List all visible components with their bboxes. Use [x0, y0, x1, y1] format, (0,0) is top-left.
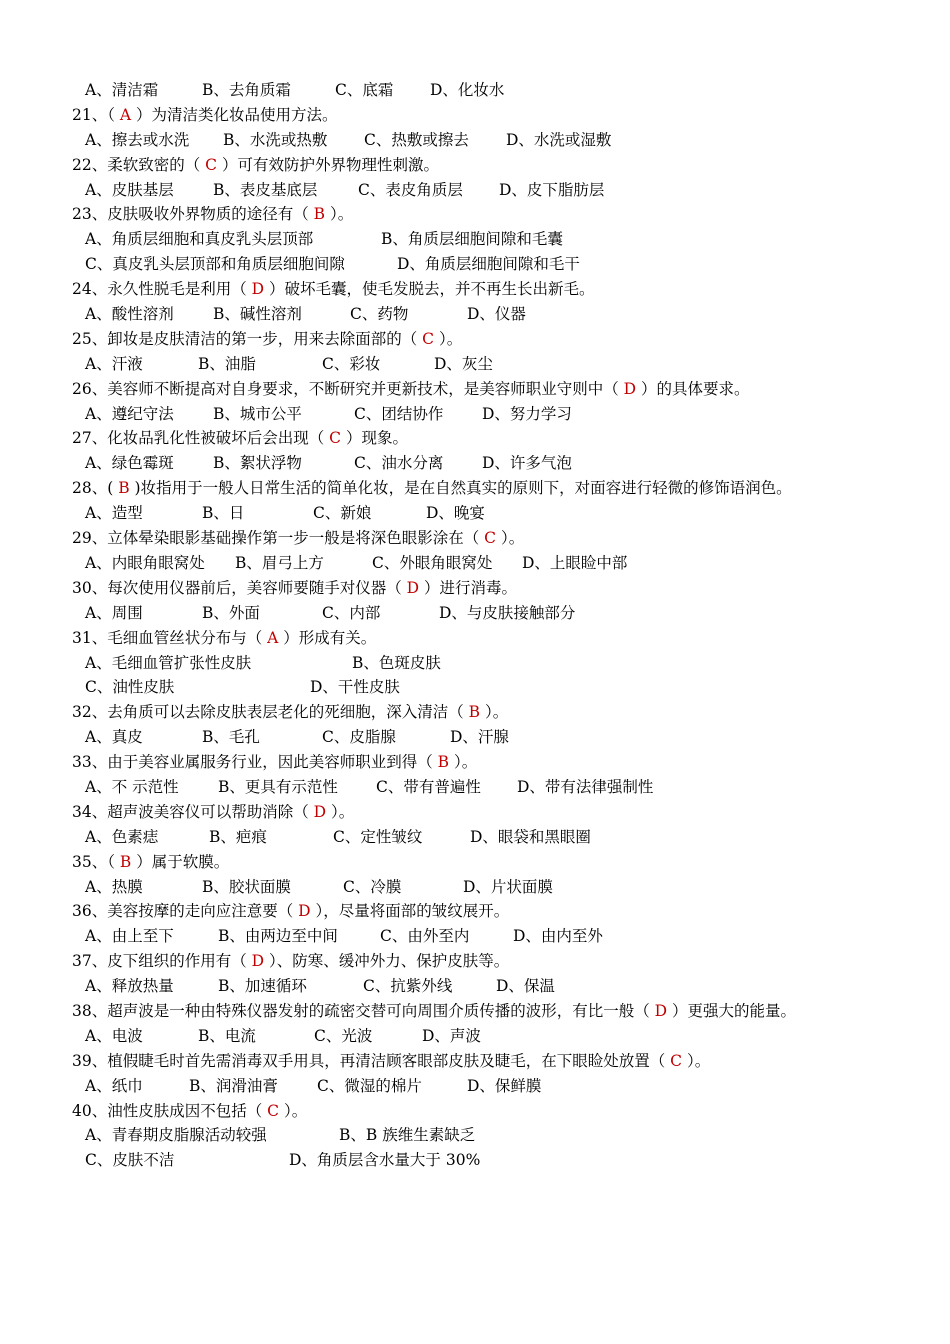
options-line: [0, 227, 950, 252]
option-d-text: D、努力学习: [482, 404, 572, 423]
answer-letter: C: [670, 1051, 683, 1070]
option-d-text: D、晚宴: [426, 504, 485, 523]
option-b-text: B、更具有示范性: [218, 777, 338, 796]
options-line: [0, 352, 950, 377]
option-c-text: C、热敷或擦去: [364, 130, 469, 149]
option-d-text: D、带有法律强制性: [517, 777, 654, 796]
options-line: [0, 1148, 950, 1173]
question-text-start: 35、（: [72, 852, 120, 871]
options-line: [0, 402, 950, 427]
question-text-start: 34、超声波美容仪可以帮助消除（: [72, 802, 314, 821]
option-a-text: C、油性皮肤: [85, 678, 175, 697]
question-line: [0, 103, 950, 128]
question-text-end: ）。: [325, 205, 354, 224]
option-d-text: D、灰尘: [434, 354, 493, 373]
option-d-text: D、水洗或湿敷: [506, 130, 612, 149]
option-c-text: C、油水分离: [354, 454, 444, 473]
option-c-text: C、带有普遍性: [376, 777, 481, 796]
quiz-page: [0, 78, 950, 1173]
question-text-start: 23、皮肤吸收外界物质的途径有（: [72, 205, 314, 224]
question-text-end: ）。: [279, 1101, 308, 1120]
option-c-text: C、由外至内: [380, 927, 470, 946]
question-text-end: ）破坏毛囊，使毛发脱去，并不再生长出新毛。: [264, 280, 595, 299]
option-c-text: C、内部: [322, 603, 381, 622]
question-text-start: 22、柔软致密的（: [72, 155, 206, 174]
options-line: [0, 601, 950, 626]
option-d-text: D、上眼睑中部: [522, 553, 628, 572]
option-a-text: A、绿色霉斑: [85, 454, 174, 473]
option-d-text: D、许多气泡: [482, 454, 572, 473]
question-text-end: ），尽量将面部的皱纹展开。: [310, 902, 510, 921]
option-b-text: D、角质层细胞间隙和毛干: [397, 255, 580, 274]
option-a-text: A、周围: [85, 603, 143, 622]
question-line: [0, 626, 950, 651]
question-line: [0, 899, 950, 924]
option-a-text: A、色素痣: [85, 827, 159, 846]
options-line: [0, 1123, 950, 1148]
option-a-text: A、毛细血管扩张性皮肤: [85, 653, 252, 672]
question-line: [0, 999, 812, 1024]
option-c-text: C、彩妆: [322, 354, 381, 373]
question-text-start: 31、毛细血管丝状分布与（: [72, 628, 268, 647]
answer-letter: B: [313, 205, 326, 224]
question-text-start: 32、去角质可以去除皮肤表层老化的死细胞，深入清洁（: [72, 703, 469, 722]
answer-letter: C: [205, 155, 218, 174]
options-line: [0, 825, 950, 850]
question-line: [0, 327, 950, 352]
options-line: [0, 875, 950, 900]
options-line: [0, 501, 950, 526]
options-line: [0, 451, 950, 476]
option-c-text: C、团结协作: [354, 404, 444, 423]
options-line: [0, 675, 950, 700]
question-text-end: ）。: [326, 802, 355, 821]
option-d-text: D、仪器: [467, 305, 526, 324]
option-a-text: A、清洁霜: [85, 81, 159, 99]
option-b-text: B、B 族维生素缺乏: [339, 1126, 476, 1145]
question-text-end: ）形成有关。: [278, 628, 377, 647]
option-c-text: C、药物: [350, 305, 409, 324]
options-line: [0, 1074, 950, 1099]
question-text-end: ）可有效防护外界物理性刺激。: [217, 155, 439, 174]
question-text-end: ）。: [496, 529, 525, 548]
question-text-start: 39、植假睫毛时首先需消毒双手用具，再清洁顾客眼部皮肤及睫毛，在下眼睑处放置（: [72, 1051, 671, 1070]
option-a-text: A、汗液: [85, 354, 143, 373]
option-a-text: A、由上至下: [85, 927, 174, 946]
option-c-text: C、定性皱纹: [333, 827, 423, 846]
question-text-start: 33、由于美容业属服务行业，因此美容师职业到得（: [72, 753, 438, 772]
question-text-end: ）进行消毒。: [419, 578, 518, 597]
option-b-text: B、碱性溶剂: [213, 305, 302, 324]
option-a-text: A、造型: [85, 504, 143, 523]
question-text-end: ）。: [449, 753, 478, 772]
option-b-text: B、角质层细胞间隙和毛囊: [381, 230, 563, 249]
option-b-text: B、日: [202, 504, 245, 523]
option-a-text: A、释放热量: [85, 977, 174, 996]
question-text-start: 21、（: [72, 105, 120, 124]
option-d-text: D、保温: [496, 977, 555, 996]
options-line: [0, 651, 950, 676]
answer-letter: B: [437, 753, 450, 772]
answer-letter: C: [329, 429, 342, 448]
option-a-text: A、热膜: [85, 877, 143, 896]
answer-letter: B: [118, 479, 130, 498]
answer-letter: D: [251, 280, 265, 299]
question-line: [0, 377, 950, 402]
options-line: [0, 128, 950, 153]
option-c-text: C、表皮角质层: [358, 180, 463, 199]
option-a-text: A、内眼角眼窝处: [85, 553, 205, 572]
option-b-text: B、润滑油膏: [189, 1076, 278, 1095]
question-text-start: 27、化妆品乳化性被破坏后会出现（: [72, 429, 330, 448]
option-d-text: D、眼袋和黑眼圈: [470, 827, 591, 846]
option-a-text: A、皮肤基层: [85, 180, 174, 199]
options-line: [0, 178, 950, 203]
option-d-text: D、声波: [422, 1026, 481, 1045]
answer-letter: D: [654, 1001, 668, 1020]
question-line: [0, 750, 950, 775]
option-c-text: C、新娘: [313, 504, 372, 523]
option-c-text: C、光波: [314, 1026, 373, 1045]
option-b-text: B、毛孔: [202, 728, 260, 747]
options-line: [0, 302, 950, 327]
question-line: [0, 202, 950, 227]
options-line: [0, 974, 950, 999]
option-d-text: D、与皮肤接触部分: [439, 603, 576, 622]
question-text-start: 40、油性皮肤成因不包括（: [72, 1101, 268, 1120]
option-b-text: B、由两边至中间: [218, 927, 338, 946]
answer-letter: D: [251, 952, 265, 971]
question-line: [0, 153, 950, 178]
question-text-end: ）现象。: [341, 429, 408, 448]
question-line: [0, 800, 950, 825]
question-line: [0, 277, 950, 302]
option-a-text: A、酸性溶剂: [85, 305, 174, 324]
option-a-text: A、纸巾: [85, 1076, 143, 1095]
option-d-text: D、皮下脂肪层: [499, 180, 605, 199]
option-b-text: B、絮状浮物: [213, 454, 302, 473]
option-d-text: D、保鲜膜: [467, 1076, 542, 1095]
options-line: [0, 78, 950, 103]
answer-letter: C: [422, 329, 435, 348]
option-c-text: C、冷膜: [343, 877, 402, 896]
option-c-text: C、外眼角眼窝处: [372, 553, 493, 572]
answer-letter: D: [623, 379, 637, 398]
question-line: [0, 576, 950, 601]
option-d-text: D、片状面膜: [463, 877, 553, 896]
options-line: [0, 775, 950, 800]
option-c-text: C、微湿的棉片: [317, 1076, 422, 1095]
option-b-text: B、外面: [202, 603, 260, 622]
option-a-text: A、真皮: [85, 728, 143, 747]
question-text-end: )妆指用于一般人日常生活的简单化妆，是在自然真实的原则下，对面容进行轻微的修饰语润色。: [129, 479, 792, 498]
option-a-text: C、皮肤不洁: [85, 1151, 175, 1170]
option-d-text: D、汗腺: [450, 728, 509, 747]
option-b-text: B、城市公平: [213, 404, 302, 423]
option-b-text: B、眉弓上方: [235, 553, 324, 572]
option-b-text: B、疤痕: [209, 827, 267, 846]
question-text-end: ）。: [682, 1051, 711, 1070]
question-line: [0, 526, 950, 551]
option-b-text: B、水洗或热敷: [223, 130, 328, 149]
answer-letter: A: [267, 628, 279, 647]
question-line: [0, 850, 950, 875]
option-a-text: C、真皮乳头层顶部和角质层细胞间隙: [85, 255, 345, 274]
question-text-end: ）为清洁类化妆品使用方法。: [131, 105, 338, 124]
question-line: [0, 700, 950, 725]
option-b-text: B、加速循环: [218, 977, 307, 996]
option-b-text: D、角质层含水量大于 30%: [289, 1151, 481, 1170]
question-text-start: 37、皮下组织的作用有（: [72, 952, 252, 971]
question-line: [0, 1099, 950, 1124]
answer-letter: B: [119, 852, 132, 871]
question-line: [0, 476, 812, 501]
answer-letter: C: [267, 1101, 280, 1120]
question-text-end: ）更强大的能量。: [667, 1001, 797, 1020]
option-a-text: A、遵纪守法: [85, 404, 174, 423]
question-text-start: 28、(: [72, 479, 119, 498]
option-b-text: B、电流: [198, 1026, 256, 1045]
answer-letter: D: [406, 578, 420, 597]
answer-letter: D: [313, 802, 327, 821]
option-a-text: A、不 示范性: [85, 777, 179, 796]
option-b-text: D、干性皮肤: [310, 678, 400, 697]
option-a-text: A、擦去或水洗: [85, 130, 190, 149]
options-line: [0, 1024, 950, 1049]
answer-letter: C: [484, 529, 497, 548]
option-c-text: C、底霜: [335, 81, 394, 99]
question-text-start: 25、卸妆是皮肤清洁的第一步，用来去除面部的（: [72, 329, 423, 348]
question-text-start: 30、每次使用仪器前后，美容师要随手对仪器（: [72, 578, 407, 597]
answer-letter: A: [119, 105, 132, 124]
question-text-end: ）。: [480, 703, 509, 722]
option-d-text: D、由内至外: [513, 927, 603, 946]
option-b-text: B、表皮基底层: [213, 180, 318, 199]
question-text-start: 24、永久性脱毛是利用（: [72, 280, 252, 299]
question-line: [0, 949, 950, 974]
option-b-text: B、去角质霜: [202, 81, 291, 99]
option-b-text: B、油脂: [198, 354, 256, 373]
answer-letter: B: [468, 703, 481, 722]
option-c-text: C、抗紫外线: [363, 977, 453, 996]
question-line: [0, 426, 950, 451]
option-c-text: C、皮脂腺: [322, 728, 396, 747]
question-text-end: ）、防寒、缓冲外力、保护皮肤等。: [264, 952, 510, 971]
option-a-text: A、电波: [85, 1026, 143, 1045]
options-line: [0, 551, 950, 576]
question-text-start: 38、超声波是一种由特殊仪器发射的疏密交替可向周围介质传播的波形，有比一般（: [72, 1001, 655, 1020]
question-text-end: ）的具体要求。: [636, 379, 750, 398]
question-text-start: 26、美容师不断提高对自身要求，不断研究并更新技术，是美容师职业守则中（: [72, 379, 624, 398]
option-a-text: A、角质层细胞和真皮乳头层顶部: [85, 230, 314, 249]
question-text-end: ）。: [434, 329, 463, 348]
option-a-text: A、青春期皮脂腺活动较强: [85, 1126, 267, 1145]
option-b-text: B、胶状面膜: [202, 877, 291, 896]
question-text-end: ）属于软膜。: [131, 852, 230, 871]
question-text-start: 36、美容按摩的走向应注意要（: [72, 902, 299, 921]
option-b-text: B、色斑皮肤: [352, 653, 441, 672]
option-d-text: D、化妆水: [430, 81, 505, 99]
options-line: [0, 252, 950, 277]
options-line: [0, 725, 950, 750]
question-line: [0, 1049, 950, 1074]
answer-letter: D: [298, 902, 311, 921]
options-line: [0, 924, 950, 949]
question-text-start: 29、立体晕染眼影基础操作第一步一般是将深色眼影涂在（: [72, 529, 485, 548]
